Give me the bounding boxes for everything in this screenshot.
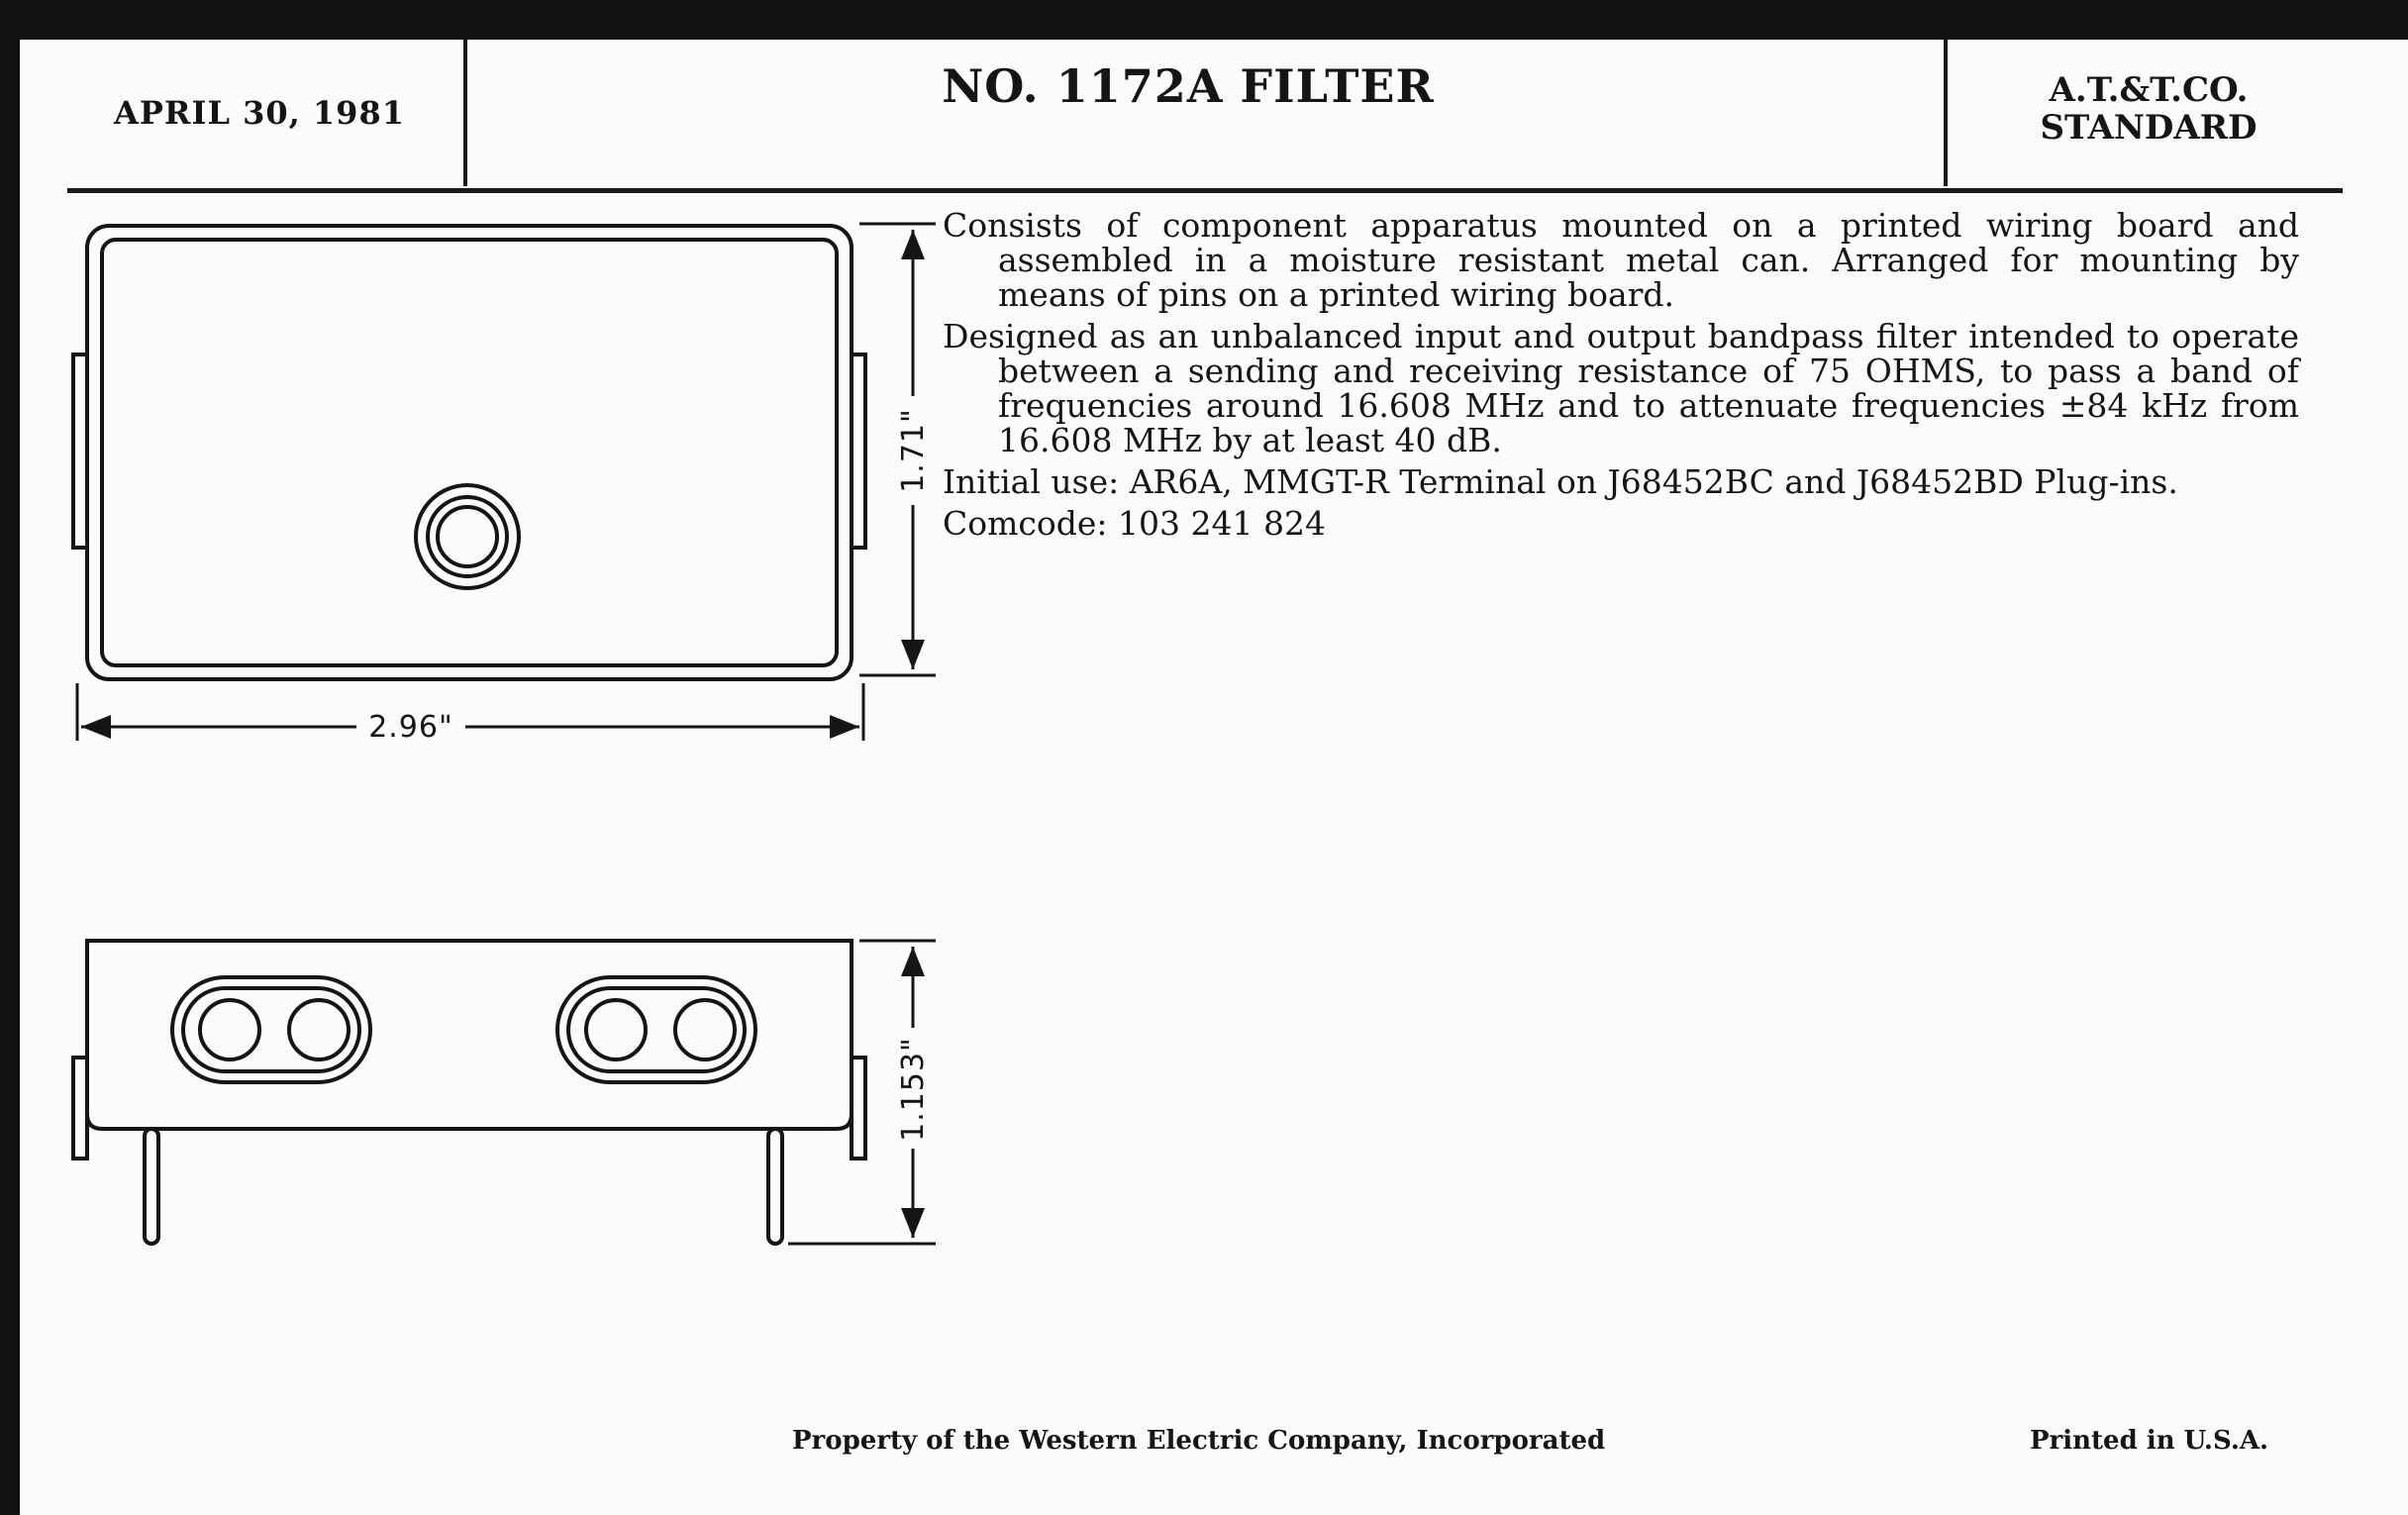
standard-line-2: STANDARD (2040, 108, 2258, 148)
center-boss (416, 485, 519, 588)
depth-dimension-label: 1.153" (896, 1037, 931, 1142)
footer-property: Property of the Western Electric Company, Incorporated (792, 1426, 1606, 1456)
description-paragraph: Comcode: 103 241 824 (943, 504, 1326, 543)
footer-printed: Printed in U.S.A. (2030, 1426, 2269, 1456)
connector-hole (200, 1000, 259, 1060)
left-pin (145, 1129, 158, 1244)
description-paragraph: Designed as an unbalanced input and output bandpass filter intended to operate between a sending and receiving resistance of 75 OHMS, to pass a band of frequencies around 16.608 MHz and to attenuate frequencies ±84 kHz from 16.608 MHz by at least 40 dB. (943, 317, 2299, 459)
center-boss-hole (438, 507, 497, 566)
header-date: APRIL 30, 1981 (114, 94, 405, 132)
right-tab (852, 354, 865, 548)
right-pin (768, 1129, 782, 1244)
top-view (73, 224, 936, 741)
connector-hole (675, 1000, 735, 1060)
connector-left-inner (183, 988, 359, 1071)
can-inner-outline (102, 240, 837, 665)
connector-right-inner (568, 988, 745, 1071)
right-side-tab (852, 1058, 865, 1159)
height-dimension-label: 1.71" (896, 408, 931, 493)
left-tab (73, 354, 87, 548)
standard-line-1: A.T.&T.CO. (2049, 70, 2249, 110)
connector-hole (289, 1000, 349, 1060)
page-title: NO. 1172A FILTER (942, 59, 1435, 113)
left-side-tab (73, 1058, 87, 1159)
description-paragraph: Consists of component apparatus mounted on a printed wiring board and assembled in a moisture resistant metal can. Arranged for mounting by means of pins on a printed wiring board. (943, 206, 2299, 314)
connector-hole (586, 1000, 646, 1060)
width-dimension-label: 2.96" (368, 710, 453, 745)
can-outer-outline (87, 226, 852, 679)
description-paragraph: Initial use: AR6A, MMGT-R Terminal on J68452BC and J68452BD Plug-ins. (943, 462, 2178, 501)
side-view (73, 941, 936, 1244)
